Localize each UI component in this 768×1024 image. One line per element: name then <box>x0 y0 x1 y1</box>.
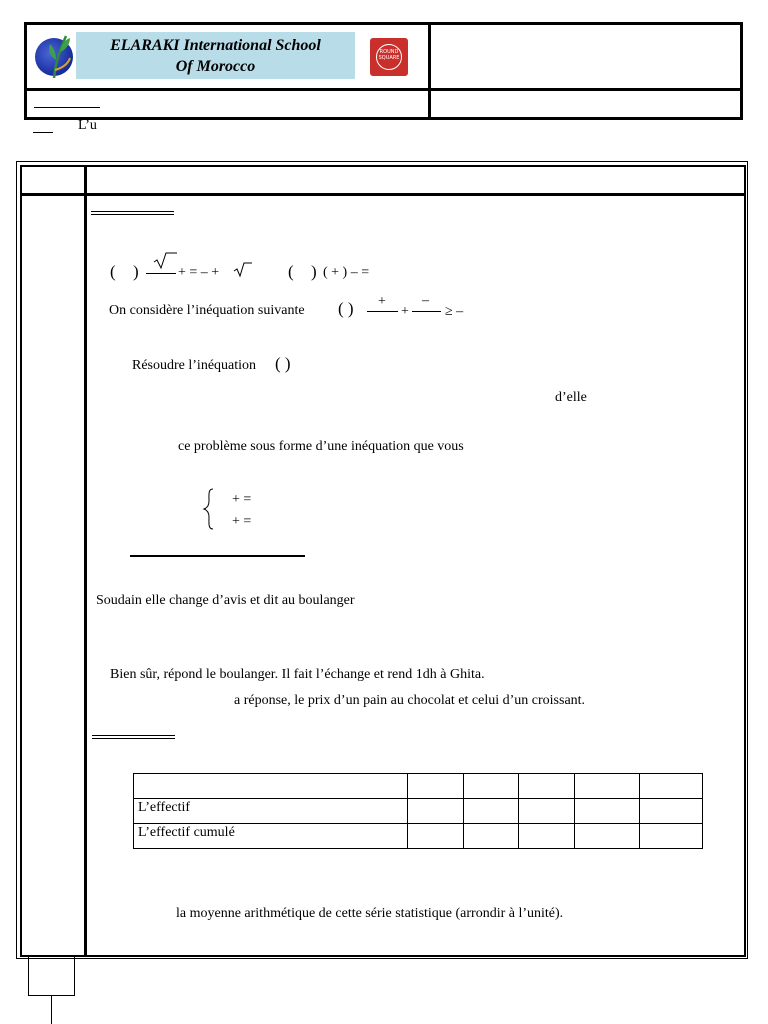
table-row <box>134 774 703 799</box>
table-row <box>134 824 703 849</box>
inequation-ge: ≥ – <box>445 304 464 319</box>
footer-box <box>28 955 75 996</box>
table-cell <box>408 824 464 849</box>
exam-frame-margin-line <box>84 165 87 955</box>
system-row-2: + = <box>232 514 252 529</box>
eq2-close-paren: ) <box>311 262 317 281</box>
school-name-line2: Of Morocco <box>175 58 256 75</box>
header-divider-vertical <box>428 22 431 117</box>
eq1-expression: + = – + <box>178 265 220 280</box>
header-divider-horizontal <box>24 88 740 91</box>
section1-heading-underline <box>91 211 174 212</box>
table-cell <box>519 824 575 849</box>
inequation-paren: ( ) <box>338 299 354 318</box>
table-cell <box>464 774 519 799</box>
table-cell <box>575 774 640 799</box>
table-cell <box>464 799 519 824</box>
resolve-label: Résoudre l’inéquation <box>132 358 257 373</box>
table-row <box>134 799 703 824</box>
section2-separator-line <box>130 555 305 557</box>
table-cell: L’effectif cumulé <box>134 824 408 849</box>
eq1-fraction-bar <box>146 273 176 274</box>
table-cell <box>464 824 519 849</box>
table-cell <box>640 799 703 824</box>
system-row-1: + = <box>232 492 252 507</box>
eq1-open-paren: ( <box>110 262 116 281</box>
table-cell <box>575 824 640 849</box>
round-square-logo-text: ROUND SQUARE <box>378 49 400 61</box>
bien-sur-text: Bien sûr, répond le boulanger. Il fait l’échange et rend 1dh à Ghita. <box>110 667 485 682</box>
sqrt-symbol-icon <box>152 252 178 270</box>
section3-heading-underline-2 <box>92 738 175 739</box>
eq1-close-paren: ) <box>133 262 139 281</box>
table-cell <box>408 799 464 824</box>
section1-heading-underline-2 <box>91 214 174 215</box>
name-underline <box>34 107 100 108</box>
moyenne-text: la moyenne arithmétique de cette série statistique (arrondir à l’unité). <box>176 906 564 921</box>
inequation-label: On considère l’inéquation suivante <box>109 303 305 318</box>
section3-heading-underline <box>92 735 175 736</box>
eq2-open-paren: ( <box>288 262 294 281</box>
intro-text: L’u <box>78 118 97 133</box>
inequation-minus-top: – <box>422 293 429 308</box>
intro-blank-line <box>33 132 53 133</box>
inequation-mid-plus: + <box>401 304 409 319</box>
school-name-banner <box>76 32 355 79</box>
inequation-fraction-bar-1 <box>367 311 398 312</box>
inequation-fraction-bar-2 <box>412 311 441 312</box>
leaf-icon <box>44 30 74 80</box>
statistics-table <box>133 773 703 849</box>
table-cell <box>519 774 575 799</box>
probleme-text: ce problème sous forme d’une inéquation que vous <box>178 439 464 454</box>
system-brace-icon <box>202 487 216 531</box>
inequation-plus-top: + <box>378 294 386 309</box>
resolve-paren: ( ) <box>275 354 291 373</box>
table-cell <box>408 774 464 799</box>
reponse-text: a réponse, le prix d’un pain au chocolat et celui d’un croissant. <box>234 693 586 708</box>
soudain-text: Soudain elle change d’avis et dit au boulanger <box>96 593 355 608</box>
delle-text: d’elle <box>555 390 587 405</box>
table-cell <box>640 824 703 849</box>
table-cell: L’effectif <box>134 799 408 824</box>
sqrt-symbol-icon-2 <box>233 262 253 278</box>
table-cell <box>134 774 408 799</box>
table-cell <box>575 799 640 824</box>
footer-box-stem <box>51 996 52 1024</box>
table-cell <box>640 774 703 799</box>
table-cell <box>519 799 575 824</box>
eq2-expression: ( + ) – = <box>323 265 370 280</box>
exam-frame-header-line <box>20 193 745 196</box>
school-name-line1: ELARAKI International School <box>110 37 321 54</box>
